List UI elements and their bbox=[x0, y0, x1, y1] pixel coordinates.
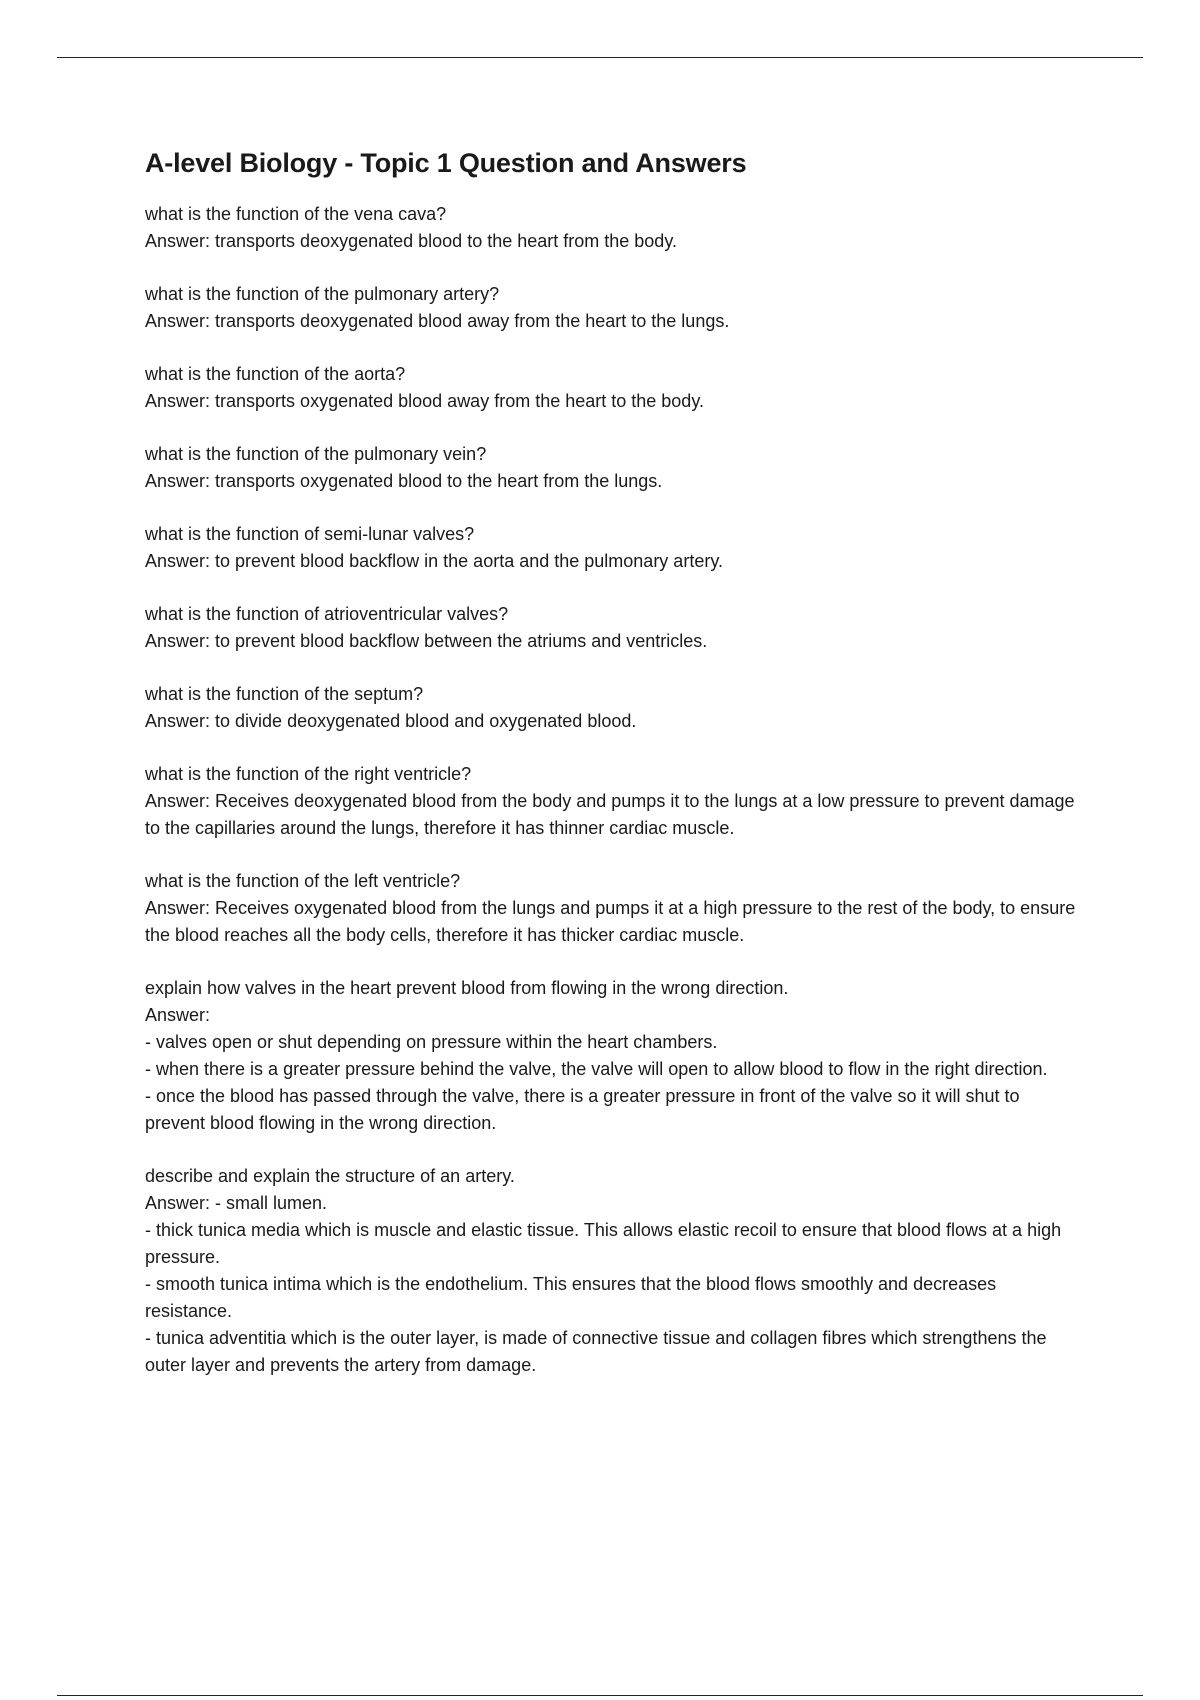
bottom-rule bbox=[57, 1695, 1143, 1696]
answer: Answer: transports deoxygenated blood to the heart from the body. bbox=[145, 231, 677, 251]
question: describe and explain the structure of an artery. bbox=[145, 1166, 515, 1186]
answer: Answer: Receives deoxygenated blood from the body and pumps it to the lungs at a low pressure to prevent damage to the capillaries around the lungs, therefore it has thinner cardiac muscle. bbox=[145, 791, 1075, 838]
question: what is the function of the vena cava? bbox=[145, 204, 447, 224]
answer-point: Answer: - small lumen. bbox=[145, 1193, 328, 1213]
question: what is the function of the pulmonary artery? bbox=[145, 284, 500, 304]
answer: Answer: to prevent blood backflow in the aorta and the pulmonary artery. bbox=[145, 551, 723, 571]
answer: Answer: to divide deoxygenated blood and oxygenated blood. bbox=[145, 711, 637, 731]
answer: Answer: Receives oxygenated blood from the lungs and pumps it at a high pressure to the rest of the body, to ensure the blood reaches all the body cells, therefore it has thicker cardiac muscle. bbox=[145, 898, 1076, 945]
question: what is the function of atrioventricular valves? bbox=[145, 604, 509, 624]
answer-point: - tunica adventitia which is the outer layer, is made of connective tissue and collagen fibres which strengthens the outer layer and prevents the artery from damage. bbox=[145, 1328, 1047, 1375]
answer: Answer: transports deoxygenated blood away from the heart to the lungs. bbox=[145, 311, 730, 331]
answer-point: - when there is a greater pressure behind the valve, the valve will open to allow blood to flow in the right direction. bbox=[145, 1059, 1048, 1079]
answer-point: - once the blood has passed through the valve, there is a greater pressure in front of the valve so it will shut to prevent blood flowing in the wrong direction. bbox=[145, 1086, 1020, 1133]
answer-point: - smooth tunica intima which is the endothelium. This ensures that the blood flows smoothly and decreases resistance. bbox=[145, 1274, 997, 1321]
question: what is the function of the pulmonary vein? bbox=[145, 444, 487, 464]
qa-item-vena-cava bbox=[145, 201, 1080, 255]
qa-item-aorta bbox=[145, 361, 1080, 415]
question: what is the function of the left ventricle? bbox=[145, 871, 461, 891]
answer-label: Answer: bbox=[145, 1005, 211, 1025]
answer: Answer: to prevent blood backflow between the atriums and ventricles. bbox=[145, 631, 708, 651]
answer: Answer: transports oxygenated blood away from the heart to the body. bbox=[145, 391, 704, 411]
answer-point: - thick tunica media which is muscle and elastic tissue. This allows elastic recoil to ensure that blood flows at a high pressure. bbox=[145, 1220, 1062, 1267]
top-rule bbox=[57, 57, 1143, 58]
qa-item-left-ventricle bbox=[145, 868, 1080, 949]
answer-point: - valves open or shut depending on pressure within the heart chambers. bbox=[145, 1032, 718, 1052]
qa-item-right-ventricle bbox=[145, 761, 1080, 842]
question: what is the function of the septum? bbox=[145, 684, 424, 704]
qa-item-pulmonary-artery bbox=[145, 281, 1080, 335]
question: explain how valves in the heart prevent blood from flowing in the wrong direction. bbox=[145, 978, 789, 998]
question: what is the function of the aorta? bbox=[145, 364, 406, 384]
qa-item-septum bbox=[145, 681, 1080, 735]
document-title: A-level Biology - Topic 1 Question and Answers bbox=[145, 148, 747, 178]
qa-item-artery-structure bbox=[145, 1163, 1080, 1379]
qa-item-semi-lunar-valves bbox=[145, 521, 1080, 575]
question: what is the function of semi-lunar valves? bbox=[145, 524, 475, 544]
qa-item-atrioventricular-valves bbox=[145, 601, 1080, 655]
question: what is the function of the right ventricle? bbox=[145, 764, 472, 784]
qa-item-pulmonary-vein bbox=[145, 441, 1080, 495]
document-body bbox=[145, 148, 1080, 1405]
qa-item-valves-explanation bbox=[145, 975, 1080, 1137]
answer: Answer: transports oxygenated blood to the heart from the lungs. bbox=[145, 471, 663, 491]
